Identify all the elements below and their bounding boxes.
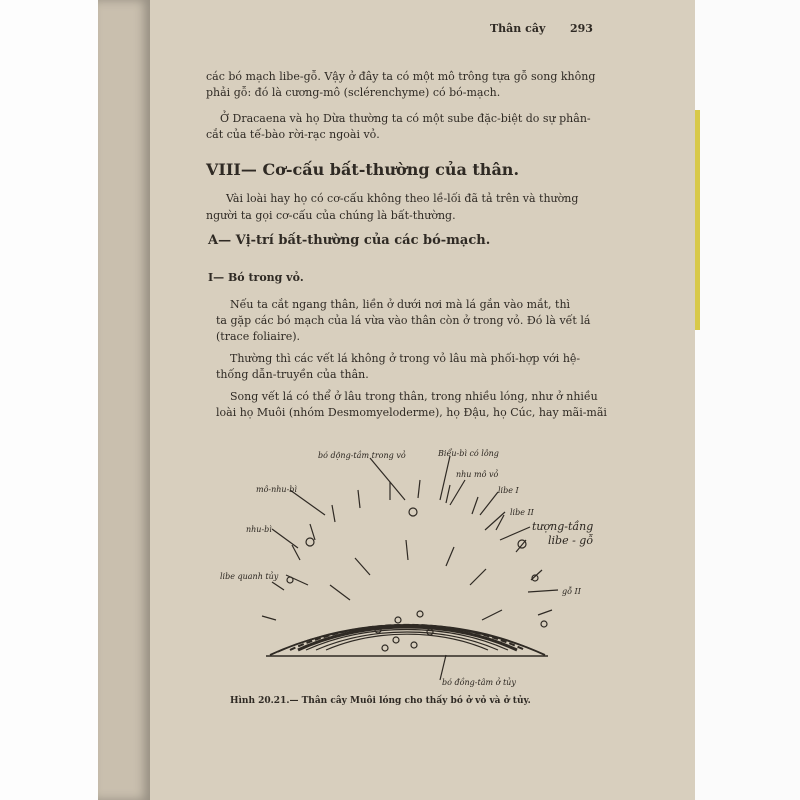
- text-line: loài họ Muôi (nhóm Desmomyeloderme), họ Đậu, họ Cúc, hay mãi-mãi: [216, 406, 607, 419]
- figure-caption: Hình 20.21.— Thân cây Muôi lóng cho thấy bó ở vỏ và ở tủy.: [230, 696, 531, 706]
- text-line: Ở Dracaena và họ Dừa thường ta có một sube đặc-biệt do sự phân-: [220, 112, 591, 125]
- label-perimedullary-phloem: libe quanh tủy: [220, 572, 279, 581]
- label-phloem-2: libe II: [510, 508, 534, 517]
- label-pith-bundle: bó đồng-tâm ở tủy: [442, 678, 516, 687]
- stem-cross-section-figure: [150, 0, 695, 800]
- text-line: Nếu ta cắt ngang thân, liền ở dưới nơi mà lá gắn vào mắt, thì: [230, 298, 571, 311]
- label-phloem-1: libe I: [498, 486, 519, 495]
- text-line: các bó mạch libe-gỗ. Vậy ở đây ta có một mô trông tựa gỗ song không: [206, 70, 596, 83]
- book-page: [150, 0, 695, 800]
- section-heading: VIII— Cơ-cấu bất-thường của thân.: [206, 160, 520, 179]
- subheading-a: A— Vị-trí bất-thường của các bó-mạch.: [208, 233, 491, 248]
- background: [690, 0, 800, 800]
- text-line: cắt của tế-bào rời-rạc ngoài vỏ.: [206, 128, 380, 141]
- text-line: thống dẫn-truyền của thân.: [216, 368, 369, 381]
- label-mo-nhu-bi: mô-nhu-bì: [256, 485, 297, 494]
- left-page-edge: [98, 0, 150, 800]
- label-phloem-xylem: libe - gỗ: [548, 534, 594, 547]
- subheading-1: I— Bó trong vỏ.: [208, 271, 304, 284]
- text-line: Vài loài hay họ có cơ-cấu không theo lề-lối đã tả trên và thường: [226, 192, 579, 205]
- text-line: người ta gọi cơ-cấu của chúng là bất-thường.: [206, 209, 456, 222]
- label-endodermis: nhu-bì: [246, 525, 272, 534]
- text-line: (trace foliaire).: [216, 330, 301, 343]
- text-line: Thường thì các vết lá không ở trong vỏ lâu mà phối-hợp với hệ-: [230, 352, 581, 365]
- text-line: Song vết lá có thể ở lâu trong thân, trong nhiều lóng, như ở nhiều: [230, 390, 598, 403]
- text-line: phải gỗ: đó là cương-mô (sclérenchyme) có bó-mạch.: [206, 86, 501, 99]
- label-cambium: tượng-tầng: [532, 520, 594, 533]
- text-line: ta gặp các bó mạch của lá vừa vào thân còn ở trong vỏ. Đó là vết lá: [216, 314, 591, 327]
- label-xylem-2: gỗ II: [562, 587, 581, 596]
- label-cortex-parenchyma: nhu mô vỏ: [456, 470, 499, 479]
- label-epidermis: Biểu-bì có lông: [438, 449, 499, 458]
- running-header: Thân cây: [490, 22, 546, 35]
- page-number: 293: [570, 22, 593, 35]
- label-cortical-bundle: bó dộng-tầm trong vỏ: [318, 451, 406, 460]
